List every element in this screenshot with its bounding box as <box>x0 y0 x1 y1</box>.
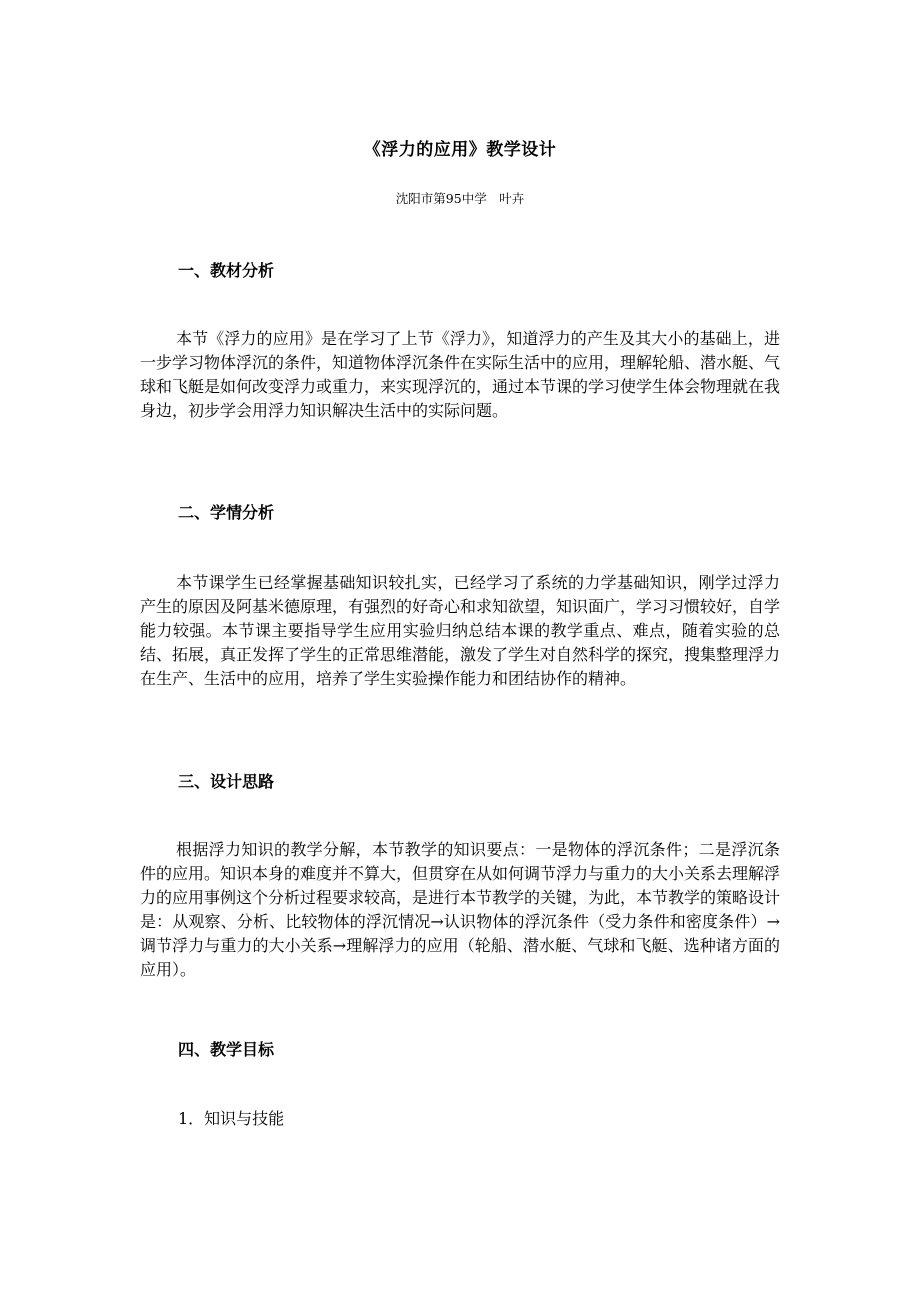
section-paragraph-2: 本节课学生已经掌握基础知识较扎实，已经学习了系统的力学基础知识，刚学过浮力产生的原因及阿基米德原理，有强烈的好奇心和求知欲望，知识面广，学习习惯较好，自学能力较强。本节课主要指导学生应用实验归纳总结本课的教学重点、难点，随着实验的总结、拓展，真正发挥了学生的正常思维潜能，激发了学生对自然科学的探究，搜集整理浮力在生产、生活中的应用，培养了学生实验操作能力和团结协作的精神。 <box>140 573 781 688</box>
document-author: 沈阳市第95中学 叶卉 <box>395 191 525 206</box>
section-paragraph-3: 根据浮力知识的教学分解，本节教学的知识要点：一是物体的浮沉条件；二是浮沉条件的应用。知识本身的难度并不算大，但贯穿在从如何调节浮力与重力的大小关系去理解浮力的应用事例这个分析过程要求较高，是进行本节教学的关键，为此，本节教学的策略设计是：从观察、分析、比较物体的浮沉情况→认识物体的浮沉条件（受力条件和密度条件）→调节浮力与重力的大小关系→理解浮力的应用（轮船、潜水艇、气球和飞艇、选种诸方面的应用）。 <box>140 840 781 979</box>
section-heading-1: 一、教材分析 <box>178 261 275 280</box>
section-heading-3: 三、设计思路 <box>178 772 275 791</box>
section-heading-2: 二、学情分析 <box>178 503 275 522</box>
document-title: 《浮力的应用》教学设计 <box>363 140 557 160</box>
section-paragraph-1: 本节《浮力的应用》是在学习了上节《浮力》，知道浮力的产生及其大小的基础上，进一步学习物体浮沉的条件，知道物体浮沉条件在实际生活中的应用，理解轮船、潜水艇、气球和飞艇是如何改变浮力或重力，来实现浮沉的，通过本节课的学习使学生体会物理就在我身边，初步学会用浮力知识解决生活中的实际问题。 <box>140 329 781 420</box>
subsection-knowledge-skills: 1．知识与技能 <box>178 1109 285 1128</box>
section-heading-4: 四、教学目标 <box>178 1040 275 1059</box>
